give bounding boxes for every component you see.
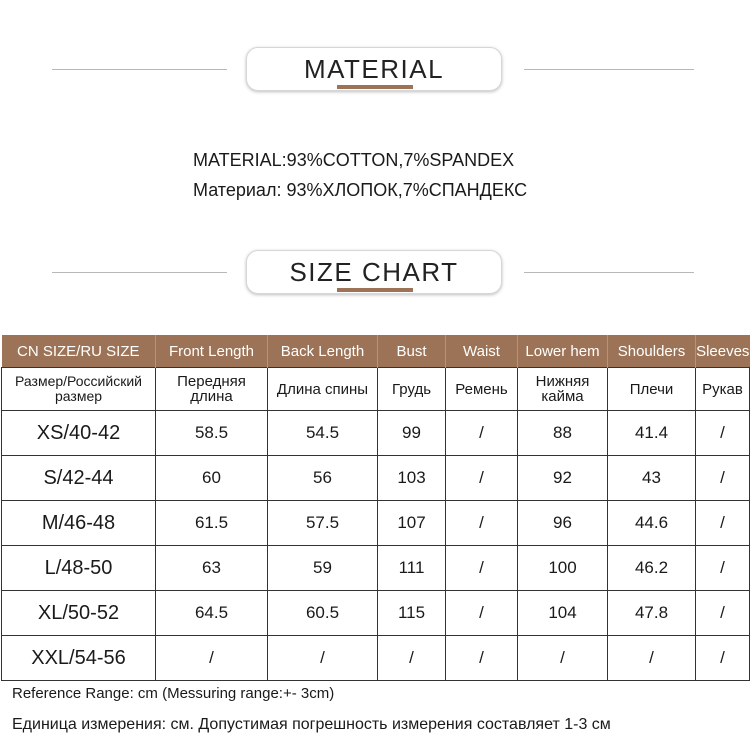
size-cell: XXL/54-56	[2, 636, 156, 681]
header-waist: Waist	[446, 335, 518, 368]
size-cell: XS/40-42	[2, 411, 156, 456]
table-cell: /	[156, 636, 268, 681]
table-cell: 44.6	[608, 501, 696, 546]
table-cell: 100	[518, 546, 608, 591]
table-cell: 60	[156, 456, 268, 501]
material-header	[0, 45, 750, 95]
header-lower-hem: Lower hem	[518, 335, 608, 368]
header-front-length: Front Length	[156, 335, 268, 368]
ru-header-shoulders: Плечи	[608, 368, 696, 411]
table-cell: 63	[156, 546, 268, 591]
table-row	[2, 636, 750, 681]
table-cell: 59	[268, 546, 378, 591]
material-title: MATERIAL	[246, 47, 502, 91]
table-cell: /	[696, 591, 750, 636]
table-cell: /	[696, 456, 750, 501]
ru-header-back-length: Длина спины	[268, 368, 378, 411]
table-row	[2, 546, 750, 591]
table-cell: 115	[378, 591, 446, 636]
size-cell: S/42-44	[2, 456, 156, 501]
table-cell: /	[446, 591, 518, 636]
table-cell: 43	[608, 456, 696, 501]
ru-header-sleeves: Рукав	[696, 368, 750, 411]
table-row	[2, 501, 750, 546]
table-cell: /	[518, 636, 608, 681]
header-divider-right	[524, 272, 694, 273]
header-shoulders: Shoulders	[608, 335, 696, 368]
table-cell: 99	[378, 411, 446, 456]
table-cell: 47.8	[608, 591, 696, 636]
table-cell: 104	[518, 591, 608, 636]
table-cell: 54.5	[268, 411, 378, 456]
ru-header-lower-hem: Нижняя кайма	[518, 368, 608, 411]
table-cell: /	[696, 546, 750, 591]
header-sleeves: Sleeves	[696, 335, 750, 368]
material-line-ru: Материал: 93%ХЛОПОК,7%СПАНДЕКС	[193, 180, 528, 200]
table-cell: 58.5	[156, 411, 268, 456]
table-cell: 64.5	[156, 591, 268, 636]
header-divider-right	[524, 69, 694, 70]
table-cell: 107	[378, 501, 446, 546]
ru-header-bust: Грудь	[378, 368, 446, 411]
table-cell: /	[446, 636, 518, 681]
table-cell: /	[446, 456, 518, 501]
size-chart-title: SIZE CHART	[246, 250, 502, 294]
header-accent-bar	[337, 288, 413, 292]
header-back-length: Back Length	[268, 335, 378, 368]
table-cell: /	[446, 546, 518, 591]
table-cell: 103	[378, 456, 446, 501]
table-cell: 57.5	[268, 501, 378, 546]
material-line-en: MATERIAL:93%COTTON,7%SPANDEX	[193, 150, 515, 170]
table-cell: /	[696, 501, 750, 546]
table-cell: 56	[268, 456, 378, 501]
size-cell: L/48-50	[2, 546, 156, 591]
table-cell: 41.4	[608, 411, 696, 456]
table-cell: /	[446, 501, 518, 546]
header-accent-bar	[337, 85, 413, 89]
size-table	[1, 335, 750, 681]
table-cell: 96	[518, 501, 608, 546]
table-cell: 88	[518, 411, 608, 456]
size-chart-header	[0, 248, 750, 298]
table-cell: 92	[518, 456, 608, 501]
header-size: CN SIZE/RU SIZE	[2, 335, 156, 368]
table-cell: 61.5	[156, 501, 268, 546]
table-cell: /	[268, 636, 378, 681]
ru-header-waist: Ремень	[446, 368, 518, 411]
reference-range-note: Reference Range: cm (Messuring range:+- 3cm)	[12, 685, 335, 702]
table-row	[2, 411, 750, 456]
table-cell: /	[378, 636, 446, 681]
ru-header-front-length: Передняя длина	[156, 368, 268, 411]
table-cell: /	[608, 636, 696, 681]
table-row	[2, 591, 750, 636]
header-bust: Bust	[378, 335, 446, 368]
header-divider-left	[52, 272, 227, 273]
table-cell: /	[696, 411, 750, 456]
size-cell: M/46-48	[2, 501, 156, 546]
size-cell: XL/50-52	[2, 591, 156, 636]
header-divider-left	[52, 69, 227, 70]
table-ru-header-row	[2, 368, 750, 411]
measurement-unit-note-ru: Единица измерения: см. Допустимая погрешность измерения составляет 1-3 см	[12, 716, 611, 733]
table-header-row	[2, 335, 750, 368]
table-cell: /	[696, 636, 750, 681]
ru-header-size: Размер/Российский размер	[2, 368, 156, 411]
table-cell: 60.5	[268, 591, 378, 636]
table-cell: /	[446, 411, 518, 456]
table-row	[2, 456, 750, 501]
table-cell: 46.2	[608, 546, 696, 591]
table-cell: 111	[378, 546, 446, 591]
